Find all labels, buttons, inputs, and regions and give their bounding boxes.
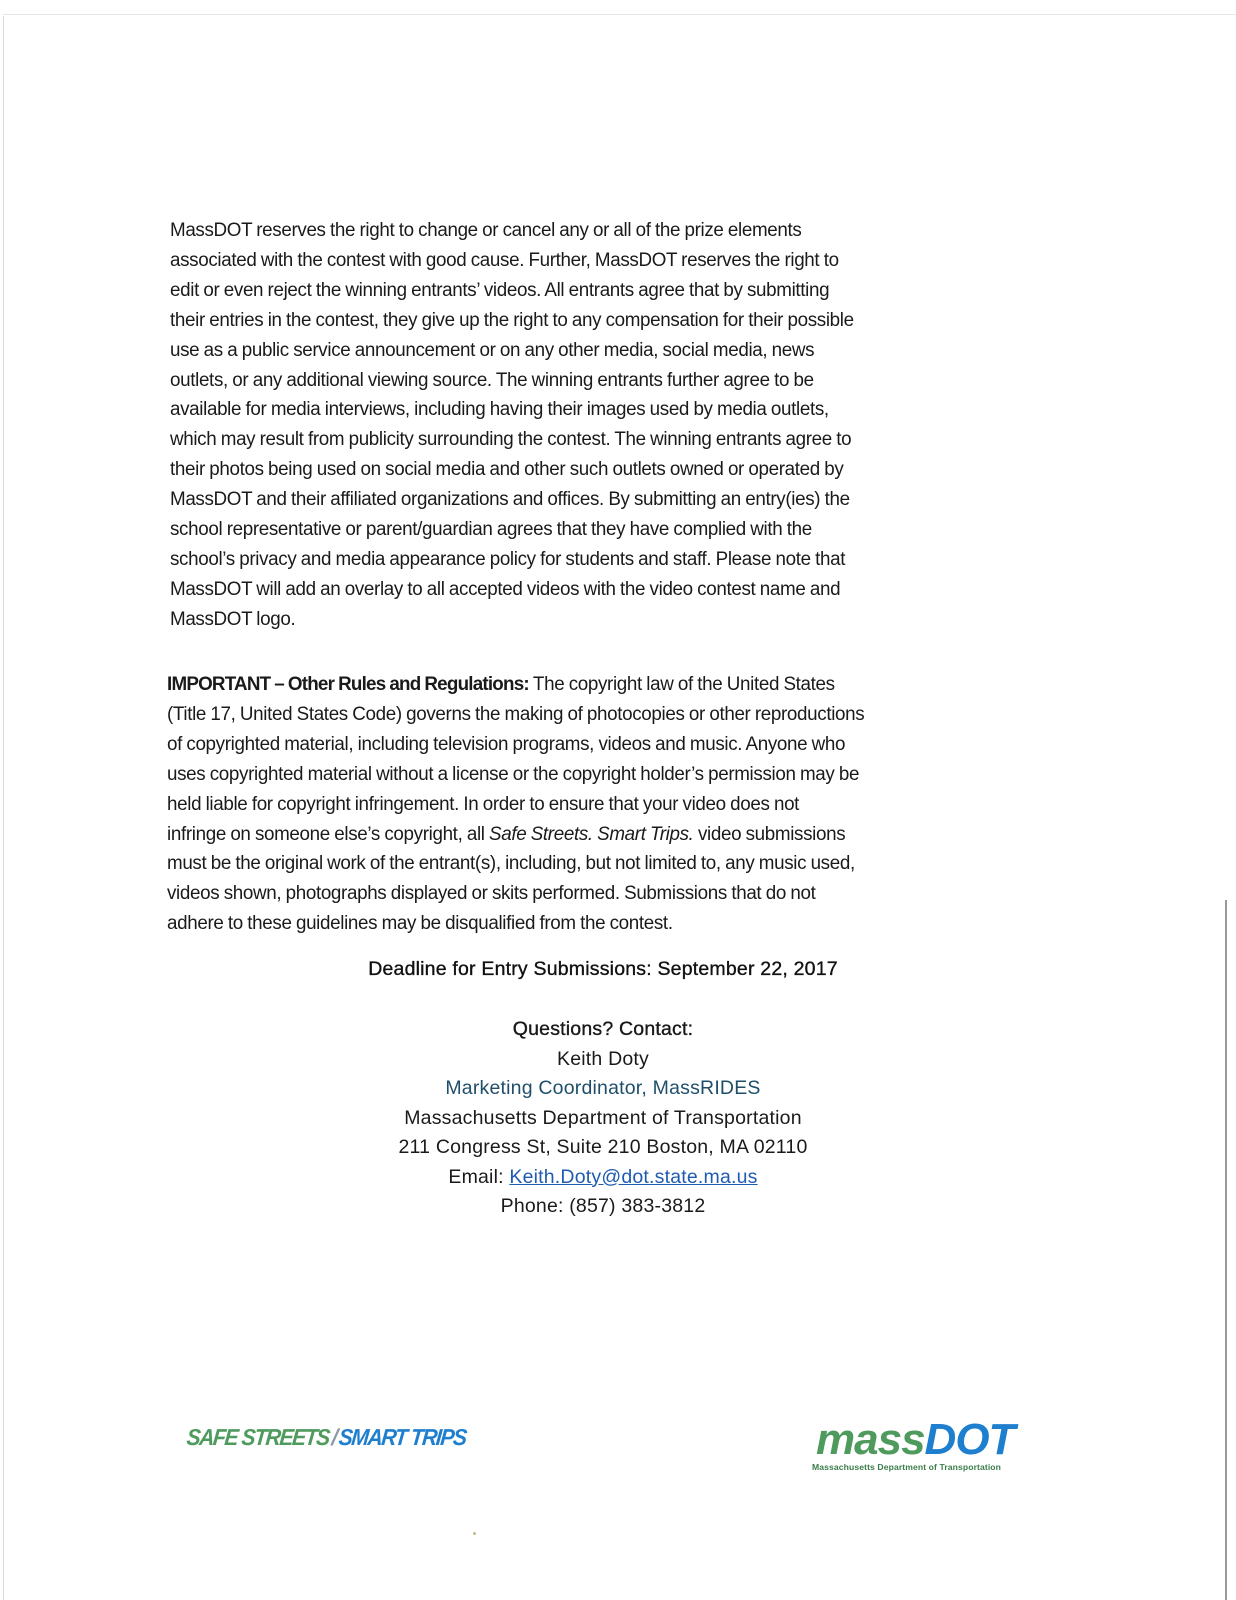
massdot-wordmark-mass: mass [816,1415,925,1464]
paragraph-line: of copyrighted material, including television programs, videos and music. Anyone who [167,733,846,755]
massdot-logo [812,1415,1042,1472]
contact-heading: Questions? Contact: [512,1018,694,1040]
massdot-wordmark [812,1415,1042,1464]
rules-line-text: The copyright law of the United States [528,674,835,695]
logo-safe-streets-text: SAFE STREETS [185,1424,331,1450]
paragraph-line [167,670,1045,700]
rules-line-text: video submissions [693,823,846,845]
contact-block [0,1015,1206,1222]
prize-rights-paragraph [170,216,1048,635]
paragraph-line: associated with the contest with good cause. Further, MassDOT reserves the right to [170,249,839,271]
paragraph-line: MassDOT reserves the right to change or cancel any or all of the prize elements [170,220,802,241]
page-edge-left [3,16,4,1600]
massdot-wordmark-dot: DOT [924,1415,1015,1464]
email-link[interactable]: Keith.Doty@dot.state.ma.us [509,1165,758,1188]
paragraph-line: MassDOT will add an overlay to all accepted videos with the video contest name and [170,578,841,600]
paragraph-line: school representative or parent/guardian agrees that they have complied with the [170,519,812,541]
paragraph-line: available for media interviews, including having their images used by media outlets, [170,399,829,421]
contact-organization: Massachusetts Department of Transportation [404,1106,802,1129]
rules-line-text: infringe on someone else’s copyright, all [167,823,490,845]
paragraph-line: must be the original work of the entrant(s), including, but not limited to, any music used, [167,853,855,875]
paragraph-line: their photos being used on social media and other such outlets owned or operated by [170,459,844,481]
page-edge-right [1225,900,1227,1600]
paragraph-line: edit or even reject the winning entrants’ videos. All entrants agree that by submitting [170,279,830,301]
logo-smart-trips-text: SMART TRIPS [337,1424,468,1450]
page-edge-top [3,14,1236,15]
contact-email-line [0,1163,1206,1193]
paragraph-line: held liable for copyright infringement. In order to ensure that your video does not [167,793,800,815]
paragraph-line: MassDOT logo. [170,608,296,630]
paragraph-line: school’s privacy and media appearance policy for students and staff. Please note that [170,548,846,570]
paragraph-line: outlets, or any additional viewing source. The winning entrants further agree to be [170,369,814,391]
scan-speck [473,1532,476,1535]
paragraph-line: (Title 17, United States Code) governs the making of photocopies or other reproductions [167,703,865,725]
contact-title: Marketing Coordinator, MassRIDES [445,1077,761,1099]
paragraph-lines [170,216,1048,635]
campaign-name: Safe Streets. Smart Trips. [489,823,694,845]
paragraph-line: uses copyrighted material without a license or the copyright holder’s permission may be [167,763,860,785]
paragraph-line: videos shown, photographs displayed or skits performed. Submissions that do not [167,883,816,905]
logo-separator: / [330,1424,338,1450]
paragraph-line: their entries in the contest, they give up the right to any compensation for their possible [170,309,854,331]
paragraph-line: which may result from publicity surrounding the contest. The winning entrants agree to [170,429,852,451]
paragraph-line [167,820,1045,850]
deadline-notice: Deadline for Entry Submissions: September 22, 2017 [368,958,838,980]
copyright-rules-paragraph [167,670,1045,939]
contact-address: 211 Congress St, Suite 210 Boston, MA 02110 [398,1136,808,1158]
paragraph-line: use as a public service announcement or on any other media, social media, news [170,339,815,361]
contact-phone: Phone: (857) 383-3812 [500,1195,706,1217]
email-label: Email: [448,1165,510,1188]
rules-heading: IMPORTANT – Other Rules and Regulations: [167,674,529,695]
paragraph-line: MassDOT and their affiliated organizations and offices. By submitting an entry(ies) the [170,489,850,511]
safe-streets-smart-trips-logo [185,1424,467,1451]
massdot-subtitle: Massachusetts Department of Transportation [812,1462,1002,1472]
contact-name: Keith Doty [557,1047,649,1070]
paragraph-line: adhere to these guidelines may be disqualified from the contest. [167,913,673,935]
